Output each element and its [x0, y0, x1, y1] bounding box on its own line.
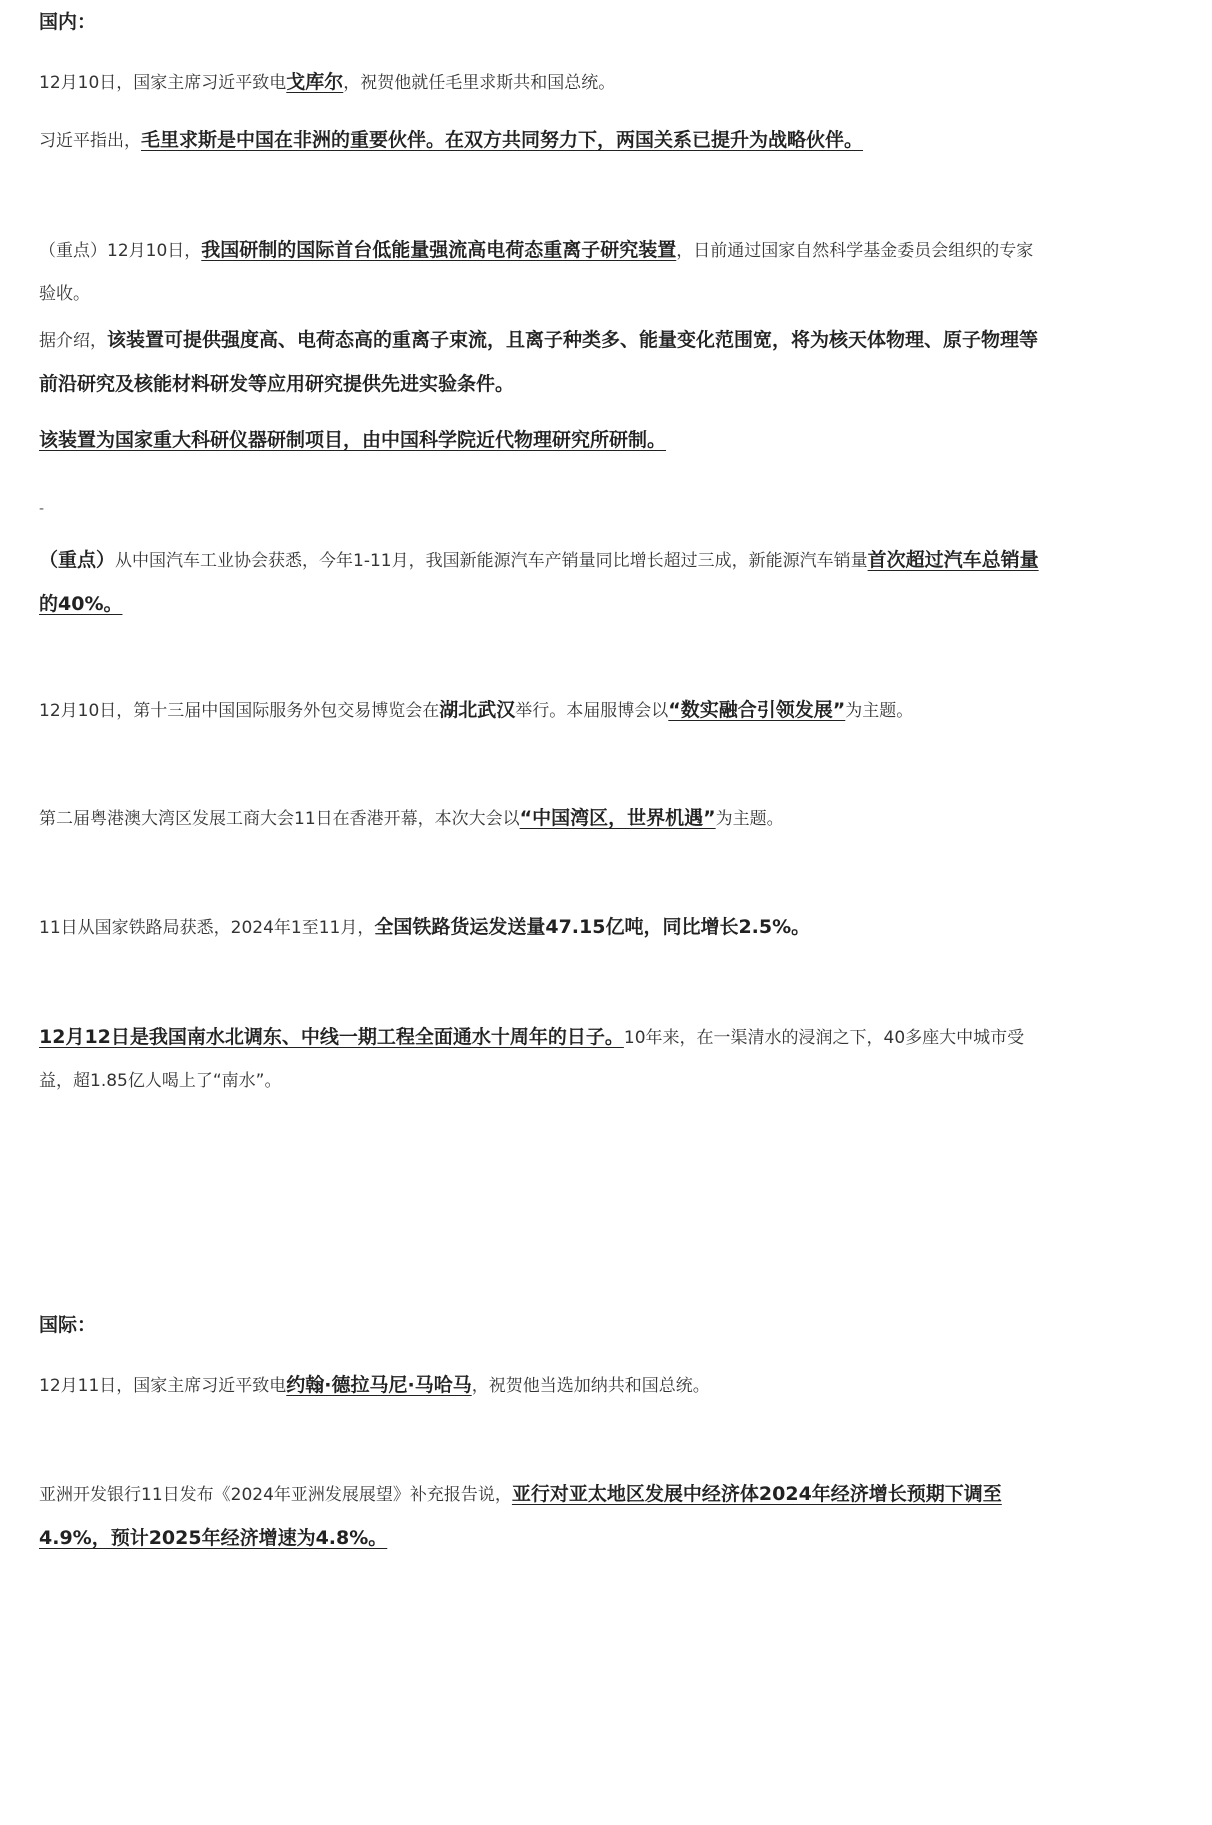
news-text: 12月11日，国家主席习近平致电: [39, 1376, 287, 1396]
highlight-text: 我国研制的国际首台低能量强流高电荷态重离子研究装置: [201, 239, 677, 261]
news-item-south-north-water-diversion: [39, 1016, 1046, 1103]
news-item-gba-business-conference: [39, 797, 1046, 841]
highlight-text: 12月12日是我国南水北调东、中线一期工程全面通水十周年的日子。: [39, 1026, 624, 1048]
news-text: 第二届粤港澳大湾区发展工商大会11日在香港开幕，本次大会以: [39, 809, 520, 829]
news-item-railway-freight: [39, 906, 1046, 950]
news-text: ，祝贺他当选加纳共和国总统。: [471, 1376, 710, 1396]
news-text: （重点）12月10日，: [39, 241, 202, 261]
news-text: 11日从国家铁路局获悉，2024年1至11月，: [39, 918, 375, 938]
highlight-text: 毛里求斯是中国在非洲的重要伙伴。在双方共同努力下，两国关系已提升为战略伙伴。: [141, 129, 864, 151]
news-item-nev-sales: [39, 539, 1046, 627]
news-text: 10年来，在一渠清水的浸润之下，40多座大中城市受益，超1.85亿人喝上了“南水”。: [39, 1028, 1025, 1091]
section-heading-international: 国际：: [39, 1314, 97, 1336]
highlight-text: 该装置为国家重大科研仪器研制项目，由中国科学院近代物理研究所研制。: [39, 429, 667, 451]
news-text: 举行。本届服博会以: [515, 701, 669, 721]
highlight-text: （重点）: [39, 549, 116, 571]
news-text: 为主题。: [715, 809, 784, 829]
news-text: 据介绍，: [39, 331, 107, 351]
highlight-text: 湖北武汉: [439, 699, 516, 721]
news-text: ，日前通过国家自然科学基金委员会组织的专家验收。: [39, 241, 1034, 304]
news-item-service-outsourcing-expo: [39, 689, 1046, 733]
news-text: 12月10日，第十三届中国国际服务外包交易博览会在: [39, 701, 440, 721]
separator-dash: -: [39, 501, 45, 517]
news-item-heavy-ion-project: [39, 419, 1046, 463]
news-item-china-mauritius-relations: [39, 119, 1046, 163]
section-heading-domestic: 国内：: [39, 11, 97, 33]
news-item-heavy-ion-device: [39, 229, 1046, 316]
news-text: 为主题。: [845, 701, 914, 721]
news-text: 12月10日，国家主席习近平致电: [39, 73, 287, 93]
news-item-ghana-president: [39, 1364, 1046, 1408]
highlight-text: 亚行对亚太地区发展中经济体2024年经济增长预期下调至4.9%，预计2025年经济增速为4.8%。: [39, 1483, 1002, 1549]
highlight-text: 戈库尔: [286, 71, 344, 93]
highlight-text: 该装置可提供强度高、电荷态高的重离子束流，且离子种类多、能量变化范围宽，将为核天体物理、原子物理等前沿研究及核能材料研发等应用研究提供先进实验条件。: [39, 329, 1039, 395]
highlight-text: “中国湾区，世界机遇”: [519, 807, 716, 829]
highlight-text: 全国铁路货运发送量47.15亿吨，同比增长2.5%。: [374, 916, 811, 938]
highlight-text: “数实融合引领发展”: [668, 699, 846, 721]
news-text: ，祝贺他就任毛里求斯共和国总统。: [343, 73, 616, 93]
news-text: 从中国汽车工业协会获悉，今年1-11月，我国新能源汽车产销量同比增长超过三成，新能源汽车销量: [115, 551, 868, 571]
news-item-heavy-ion-capabilities: [39, 319, 1046, 407]
news-item-mauritius-president: [39, 61, 1046, 105]
highlight-text: 首次超过汽车总销量的40%。: [39, 549, 1039, 615]
highlight-text: 约翰·德拉马尼·马哈马: [286, 1374, 472, 1396]
news-text: 亚洲开发银行11日发布《2024年亚洲发展展望》补充报告说，: [39, 1485, 512, 1505]
news-item-adb-outlook: [39, 1473, 1046, 1561]
news-text: 习近平指出，: [39, 131, 141, 151]
